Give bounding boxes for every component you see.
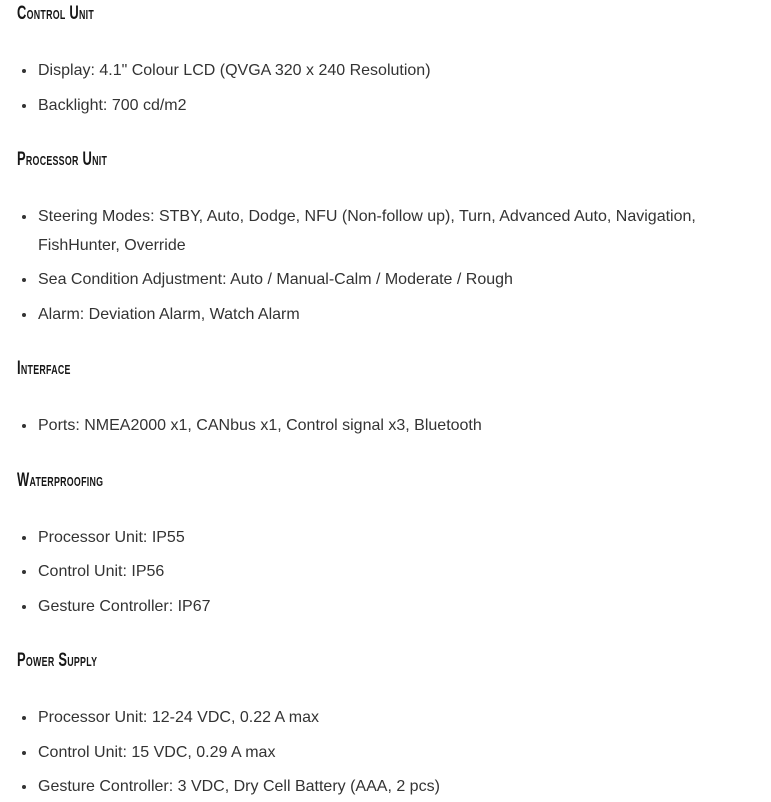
- spec-item: • Processor Unit: IP55: [37, 523, 753, 553]
- section-heading: Processor Unit: [17, 149, 108, 170]
- spec-item: • Sea Condition Adjustment: Auto / Manual-Calm / Moderate / Rough: [37, 265, 753, 295]
- spec-item: • Control Unit: IP56: [37, 557, 753, 587]
- section-control-unit: [17, 2, 753, 120]
- section-waterproofing: [17, 469, 753, 622]
- spec-list: [17, 56, 753, 120]
- spec-item: • Control Unit: 15 VDC, 0.29 A max: [37, 738, 753, 768]
- section-interface: [17, 357, 753, 441]
- section-heading: Waterproofing: [17, 469, 104, 491]
- spec-list: [17, 523, 753, 622]
- spec-item: • Steering Modes: STBY, Auto, Dodge, NFU (Non-follow up), Turn, Advanced Auto, Navigation, FishHunter, Override: [37, 202, 753, 260]
- spec-item: • Gesture Controller: IP67: [37, 592, 753, 622]
- spec-list: [17, 411, 753, 441]
- spec-item: • Gesture Controller: 3 VDC, Dry Cell Battery (AAA, 2 pcs): [37, 772, 753, 802]
- section-power-supply: [17, 649, 753, 802]
- spec-item: • Ports: NMEA2000 x1, CANbus x1, Control signal x3, Bluetooth: [37, 411, 753, 441]
- section-heading: Control Unit: [17, 3, 95, 24]
- section-heading: Power Supply: [17, 650, 98, 671]
- spec-list: [17, 703, 753, 802]
- spec-item: • Processor Unit: 12-24 VDC, 0.22 A max: [37, 703, 753, 733]
- spec-list: [17, 202, 753, 329]
- section-processor-unit: [17, 148, 753, 329]
- spec-item: • Display: 4.1" Colour LCD (QVGA 320 x 240 Resolution): [37, 56, 753, 86]
- spec-item: • Backlight: 700 cd/m2: [37, 91, 753, 121]
- section-heading: Interface: [17, 358, 71, 379]
- spec-item: • Alarm: Deviation Alarm, Watch Alarm: [37, 300, 753, 330]
